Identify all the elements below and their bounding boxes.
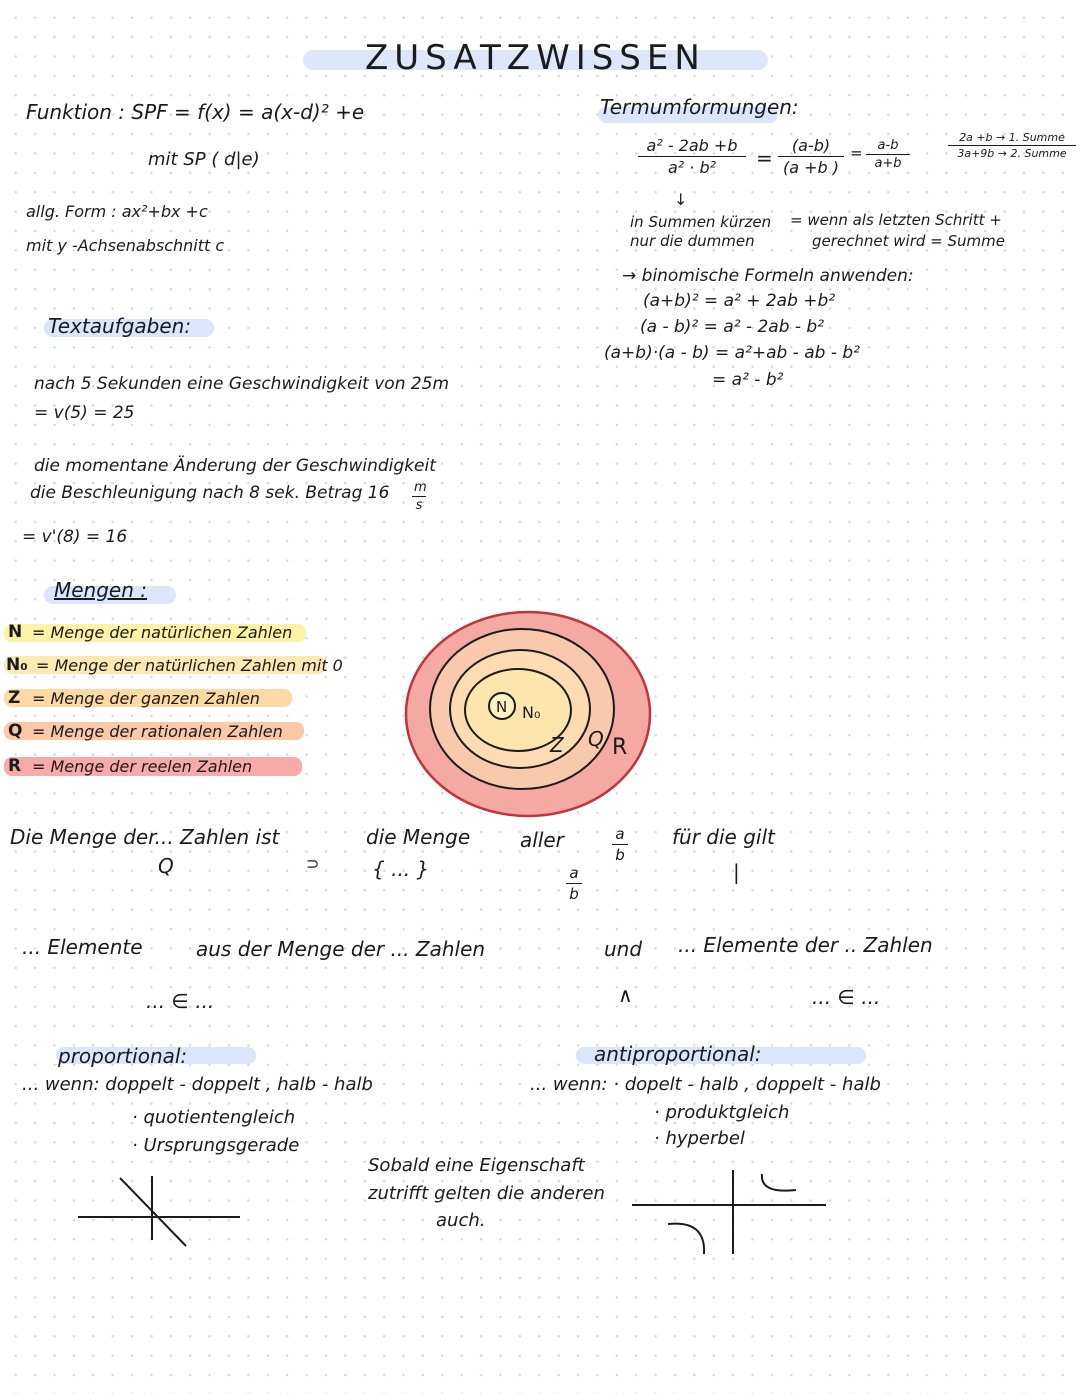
definition-q-symbol: Q — [158, 854, 174, 878]
mengen-text-n0: = Menge der natürlichen Zahlen mit 0 — [36, 656, 343, 675]
label-r: R — [612, 735, 628, 760]
definition-row2-c: und — [604, 937, 643, 961]
definition-part-2: die Menge — [366, 825, 471, 849]
equals-2: = — [850, 144, 863, 162]
antiproportional-line-1: ... wenn: · dopelt - halb , doppelt - halb — [530, 1074, 881, 1095]
label-z: Z — [550, 733, 564, 757]
mengen-symbol-n0: N₀ — [6, 655, 28, 675]
definition-fraction-copy — [566, 864, 582, 903]
definition-part-3: aller — [520, 828, 564, 852]
mengen-text-n: = Menge der natürlichen Zahlen — [32, 623, 293, 642]
fraction-3-numerator: a-b — [866, 138, 910, 155]
antiproportional-line-3: · hyperbel — [654, 1128, 745, 1149]
scheitelpunkt-line: mit SP ( d|e) — [148, 149, 260, 170]
mengen-symbol-n: N — [8, 622, 23, 642]
middle-note-line-2: zutrifft gelten die anderen — [368, 1183, 605, 1204]
summen-note-4: gerechnet wird = Summe — [812, 232, 1005, 250]
definition-row2-d: ... Elemente der .. Zahlen — [678, 933, 933, 957]
side-fraction-numerator: 2a +b → 1. Summe — [948, 131, 1076, 146]
middle-note-line-1: Sobald eine Eigenschaft — [368, 1155, 585, 1176]
textaufgaben-line-4: die Beschleunigung nach 8 sek. Betrag 16 — [30, 483, 390, 503]
label-q: Q — [588, 727, 604, 751]
definition-and-symbol: ∧ — [618, 983, 633, 1007]
definition-part-1: Die Menge der... Zahlen ist — [10, 825, 280, 849]
binomische-formel-2: (a - b)² = a² - 2ab - b² — [640, 317, 825, 337]
definition-element-of-1: ... ∈ ... — [146, 989, 215, 1013]
binomische-formel-1: (a+b)² = a² + 2ab +b² — [643, 291, 836, 311]
y-achsenabschnitt-line: mit y -Achsenabschnitt c — [26, 236, 225, 255]
fraction-1-numerator: a² - 2ab +b — [638, 136, 746, 157]
summen-note-1: in Summen kürzen — [630, 213, 772, 231]
mengen-symbol-r: R — [8, 756, 22, 776]
definition-fraction-copy-denominator: b — [569, 885, 579, 903]
summen-note-2: nur die dummen — [630, 232, 755, 250]
mengen-heading: Mengen : — [54, 578, 148, 602]
definition-fraction-denominator: b — [615, 846, 625, 864]
proportional-graph — [78, 1176, 240, 1246]
proportional-line-2: · quotientengleich — [132, 1107, 296, 1128]
fraction-2-numerator: (a-b) — [778, 136, 844, 157]
fraction-2-denominator: (a +b ) — [782, 158, 840, 177]
definition-fraction-copy-numerator: a — [566, 864, 582, 884]
mengen-text-r: = Menge der reelen Zahlen — [32, 757, 253, 776]
definition-superset: ⊃ — [306, 854, 320, 873]
proportional-line-1: ... wenn: doppelt - doppelt , halb - halb — [22, 1074, 373, 1095]
mengen-text-q: = Menge der rationalen Zahlen — [32, 722, 283, 741]
termumformungen-heading: Termumformungen: — [600, 95, 799, 119]
fraction-1-denominator: a² · b² — [667, 158, 717, 177]
definition-fraction — [612, 825, 628, 864]
definition-part-4: für die gilt — [672, 825, 775, 849]
unit-denominator: s — [415, 498, 423, 513]
summen-note-3: = wenn als letzten Schritt + — [790, 211, 1002, 229]
equals-1: = — [756, 146, 773, 170]
definition-row2-b: aus der Menge der ... Zahlen — [196, 937, 486, 961]
textaufgaben-line-5: = v'(8) = 16 — [22, 527, 128, 547]
definition-bar: | — [733, 860, 740, 884]
mengen-symbol-z: Z — [8, 688, 21, 708]
binomische-formel-4: = a² - b² — [712, 370, 784, 390]
antiproportional-graph — [632, 1170, 826, 1254]
label-n: N — [496, 698, 508, 716]
binomische-heading: → binomische Formeln anwenden: — [622, 266, 914, 286]
unit-numerator: m — [414, 480, 427, 495]
definition-fraction-numerator: a — [612, 825, 628, 845]
definition-braces: { ... } — [372, 857, 430, 881]
fraction-3-denominator: a+b — [874, 156, 902, 171]
binomische-formel-3: (a+b)·(a - b) = a²+ab - ab - b² — [604, 343, 860, 363]
antiproportional-line-2: · produktgleich — [654, 1102, 790, 1123]
number-sets-diagram — [406, 612, 650, 816]
textaufgaben-line-2: = v(5) = 25 — [34, 403, 135, 423]
mengen-symbol-q: Q — [8, 721, 23, 741]
label-n0: N₀ — [522, 703, 541, 722]
page-title: ZUSATZWISSEN — [365, 38, 706, 78]
textaufgaben-line-3: die momentane Änderung der Geschwindigkeit — [34, 456, 436, 476]
hyperbola-lower — [668, 1224, 704, 1254]
side-fraction-denominator: 3a+9b → 2. Summe — [957, 147, 1067, 160]
allgemeine-form-line: allg. Form : ax²+bx +c — [26, 202, 208, 221]
definition-row2-a: ... Elemente — [22, 935, 143, 959]
down-arrow-icon: ↓ — [674, 190, 688, 209]
mengen-text-z: = Menge der ganzen Zahlen — [32, 689, 260, 708]
definition-element-of-2: ... ∈ ... — [812, 985, 881, 1009]
textaufgaben-line-1: nach 5 Sekunden eine Geschwindigkeit von 25m — [34, 374, 450, 394]
textaufgaben-heading: Textaufgaben: — [48, 314, 192, 338]
proportional-line-3: · Ursprungsgerade — [132, 1135, 300, 1156]
proportional-heading: proportional: — [58, 1044, 188, 1068]
hyperbola-upper — [762, 1174, 796, 1191]
funktion-line: Funktion : SPF = f(x) = a(x-d)² +e — [26, 100, 365, 124]
middle-note-line-3: auch. — [436, 1210, 486, 1231]
antiproportional-heading: antiproportional: — [594, 1042, 762, 1066]
